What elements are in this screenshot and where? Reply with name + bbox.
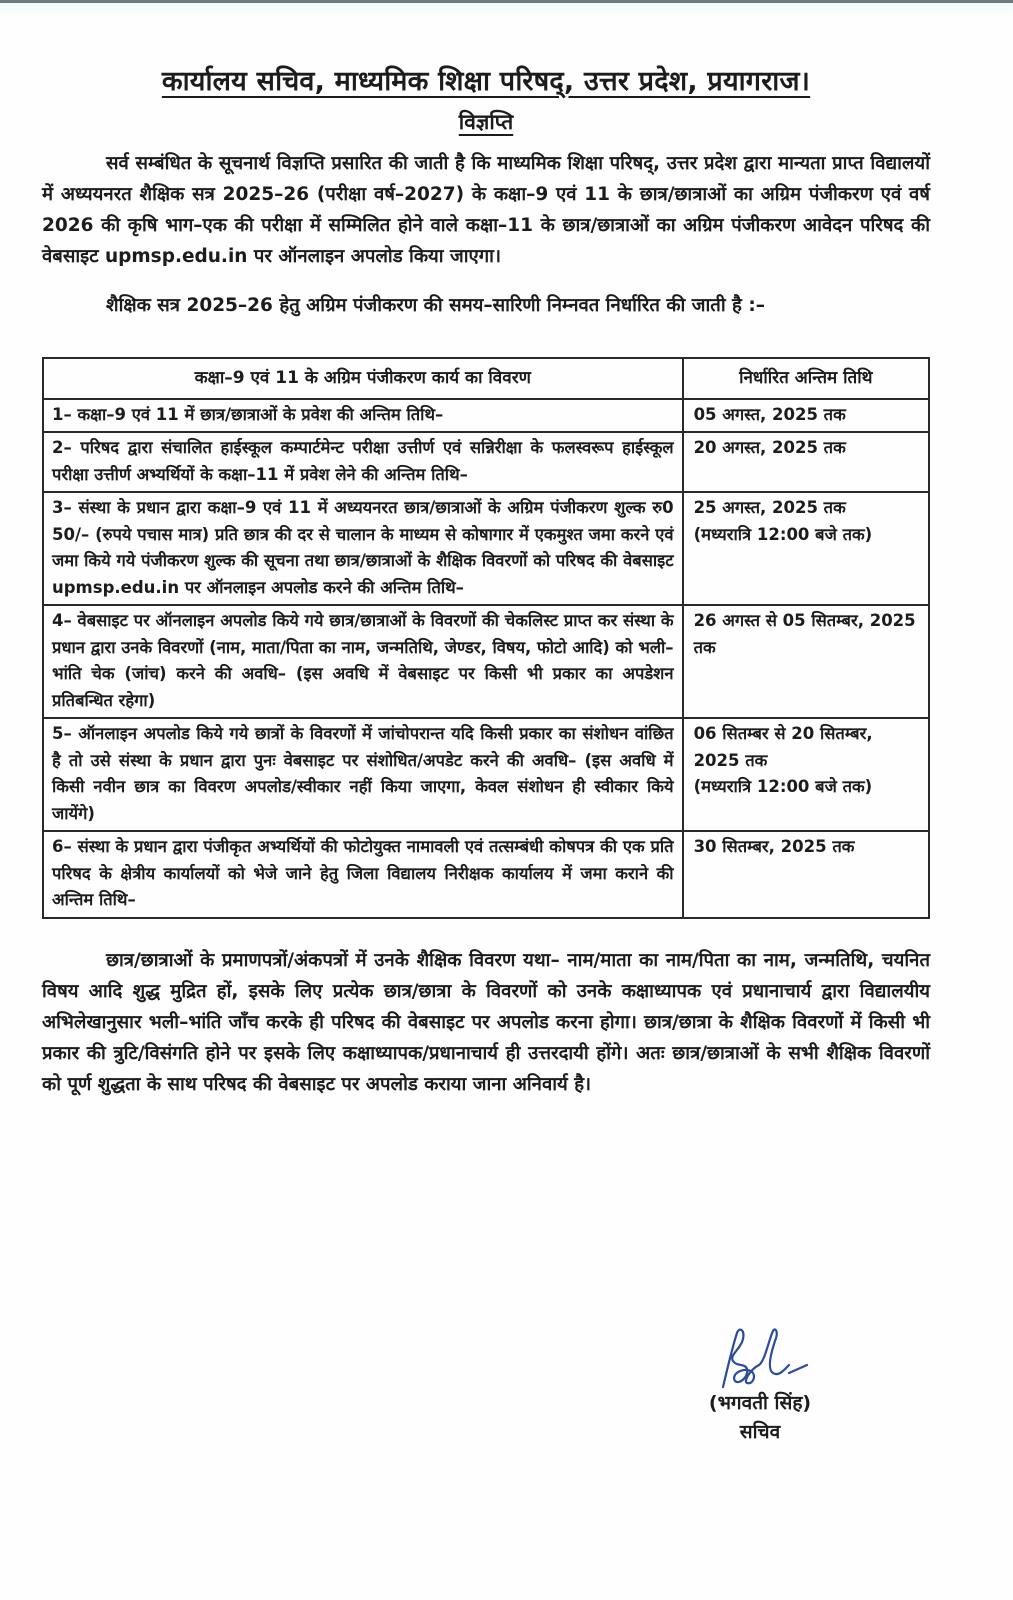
table-row (43, 831, 929, 918)
top-fade (0, 3, 1013, 17)
notice-heading: विज्ञप्ति (458, 110, 514, 134)
table-row (43, 605, 929, 718)
table-row (43, 399, 929, 433)
signature-icon (685, 1325, 835, 1395)
row-description: 4– वेबसाइट पर ऑनलाइन अपलोड किये गये छात्र/छात्राओं के विवरणों की चेकलिस्ट प्राप्त कर संस्था के प्रधान द्वारा उनके विवरणों (नाम, माता/पिता का नाम, जन्मतिथि, जेण्डर, विषय, फोटो आदि) को भली–भांति चेक (जांच) करने की अवधि– (इस अवधि में वेबसाइट पर किसी भी प्रकार का अपडेशन प्रतिबन्धित रहेगा) (43, 605, 683, 718)
deadline-date: 30 सितम्बर, 2025 तक (693, 837, 855, 856)
table-row (43, 718, 929, 831)
deadline-date: 05 अगस्त, 2025 तक (693, 404, 846, 424)
row-description: 3– संस्था के प्रधान द्वारा कक्षा–9 एवं 11 में अध्ययनरत छात्र/छात्राओं के अग्रिम पंजीकरण शुल्क रु0 50/– (रुपये पचास मात्र) प्रति छात्र की दर से चालान के माध्यम से कोषागार में एकमुश्त जमा करने एवं जमा किये गये पंजीकरण शुल्क की सूचना तथा छात्र/छात्राओं के शैक्षिक विवरणों को परिषद की वेबसाइट upmsp.edu.in पर ऑनलाइन अपलोड करने की अन्तिम तिथि– (43, 492, 683, 605)
signatory-name: (भगवती सिंह) (708, 1392, 812, 1414)
deadline-date: 25 अगस्त, 2025 तक (693, 498, 846, 517)
deadline-note: (मध्यरात्रि 12:00 बजे तक) (693, 524, 873, 544)
notice-document (42, 62, 930, 1100)
intro-paragraph: सर्व सम्बंधित के सूचनार्थ विज्ञप्ति प्रसारित की जाती है कि माध्यमिक शिक्षा परिषद्, उत्तर प्रदेश द्वारा मान्यता प्राप्त विद्यालयों में अध्ययनरत शैक्षिक सत्र 2025–26 (परीक्षा वर्ष–2027) के कक्षा–9 एवं 11 के छात्र/छात्राओं का अग्रिम पंजीकरण एवं वर्ष 2026 की कृषि भाग–एक की परीक्षा में सम्मिलित होने वाले कक्षा–11 के छात्र/छात्राओं का अग्रिम पंजीकरण आवेदन परिषद की वेबसाइट upmsp.edu.in पर ऑनलाइन अपलोड किया जाएगा। (42, 153, 930, 267)
header-description: कक्षा–9 एवं 11 के अग्रिम पंजीकरण कार्य का विवरण (43, 358, 683, 399)
table-row (43, 432, 929, 492)
row-deadline (683, 399, 929, 433)
row-deadline (683, 605, 929, 718)
row-description: 1– कक्षा–9 एवं 11 में छात्र/छात्राओं के प्रवेश की अन्तिम तिथि– (43, 399, 683, 433)
row-deadline (683, 432, 929, 492)
deadline-note: (मध्यरात्रि 12:00 बजे तक) (693, 777, 873, 796)
row-deadline (683, 831, 929, 918)
signature-block (660, 1325, 860, 1447)
deadline-date: 06 सितम्बर से 20 सितम्बर, 2025 तक (693, 724, 873, 770)
deadline-date: 26 अगस्त से 05 सितम्बर, 2025 तक (693, 611, 916, 657)
table-header-row (43, 358, 929, 399)
table-row (43, 492, 929, 605)
header-deadline: निर्धारित अन्तिम तिथि (683, 358, 929, 399)
signatory-designation: सचिव (739, 1421, 781, 1443)
registration-schedule-table (42, 357, 930, 919)
row-description: 6– संस्था के प्रधान द्वारा पंजीकृत अभ्यर्थियों की फोटोयुक्त नामावली एवं तत्सम्बंधी कोषपत्र की एक प्रति परिषद के क्षेत्रीय कार्यालयों को भेजे जाने हेतु जिला विद्यालय निरीक्षक कार्यालय में जमा कराने की अन्तिम तिथि– (43, 831, 683, 918)
closing-paragraph: छात्र/छात्राओं के प्रमाणपत्रों/अंकपत्रों में उनके शैक्षिक विवरण यथा– नाम/माता का नाम/पिता का नाम, जन्मतिथि, चयनित विषय आदि शुद्ध मुद्रित हों, इसके लिए प्रत्येक छात्र/छात्रा के विवरणों को उनके कक्षाध्यापक एवं प्रधानाचार्य द्वारा विद्यालयीय अभिलेखानुसार भली–भांति जाँच करके ही परिषद की वेबसाइट पर अपलोड करना होगा। छात्र/छात्रा के शैक्षिक विवरणों में किसी भी प्रकार की त्रुटि/विसंगति होने पर इसके लिए कक्षाध्यापक/प्रधानाचार्य ही उत्तरदायी होंगे। अतः छात्र/छात्राओं के सभी शैक्षिक विवरणों को पूर्ण शुद्धता के साथ परिषद की वेबसाइट पर अपलोड कराया जाना अनिवार्य है। (42, 949, 930, 1095)
deadline-date: 20 अगस्त, 2025 तक (693, 438, 846, 457)
schedule-intro: शैक्षिक सत्र 2025–26 हेतु अग्रिम पंजीकरण की समय–सारिणी निम्नवत निर्धारित की जाती है :– (106, 295, 765, 316)
row-deadline (683, 492, 929, 605)
office-title: कार्यालय सचिव, माध्यमिक शिक्षा परिषद्, उत्तर प्रदेश, प्रयागराज। (161, 66, 811, 97)
row-description: 5– ऑनलाइन अपलोड किये गये छात्रों के विवरणों में जांचोपरान्त यदि किसी प्रकार का संशोधन वांछित है तो उसे संस्था के प्रधान द्वारा पुनः वेबसाइट पर संशोधित/अपडेट करने की अवधि– (इस अवधि में किसी नवीन छात्र का विवरण अपलोड/स्वीकार नहीं किया जाएगा, केवल संशोधन ही स्वीकार किये जायेंगे) (43, 718, 683, 831)
row-deadline (683, 718, 929, 831)
row-description: 2– परिषद द्वारा संचालित हाईस्कूल कम्पार्टमेन्ट परीक्षा उत्तीर्ण एवं सन्निरीक्षा के फलस्वरूप हाईस्कूल परीक्षा उत्तीर्ण अभ्यर्थियों के कक्षा–11 में प्रवेश लेने की अन्तिम तिथि– (43, 432, 683, 492)
